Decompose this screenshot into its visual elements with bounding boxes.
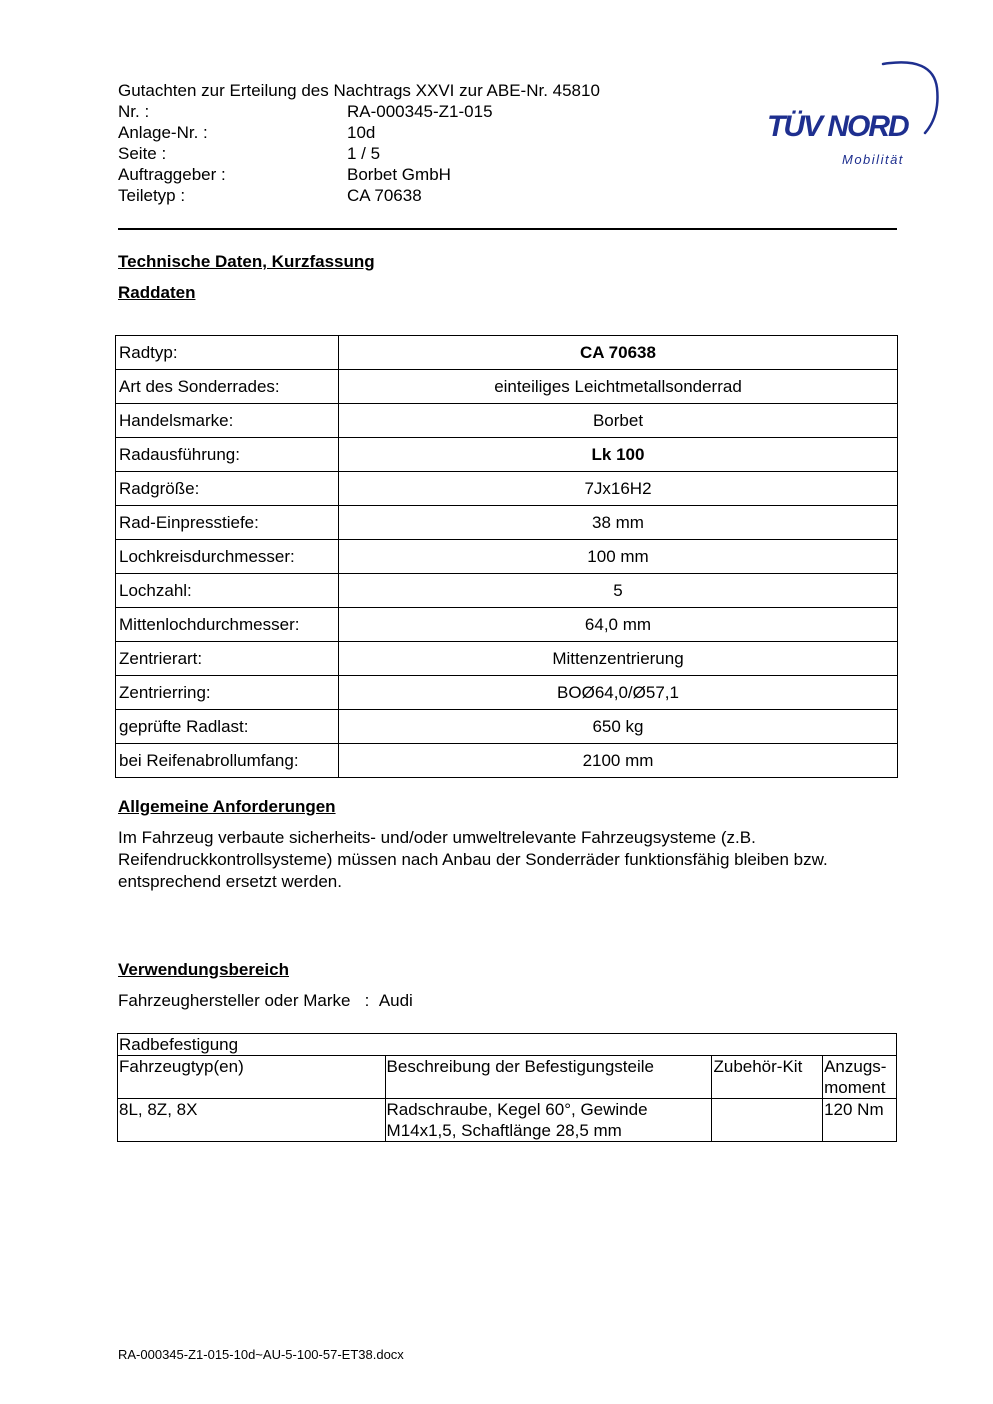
row-value: 2100 mm: [339, 744, 898, 778]
usage-label: Fahrzeughersteller oder Marke: [118, 991, 351, 1010]
row-value: 5: [339, 574, 898, 608]
row-label: Zentrierring:: [116, 676, 339, 710]
table-cell: 120 Nm: [823, 1099, 897, 1142]
header-label: Anlage-Nr. :: [118, 123, 208, 142]
usage-value: Audi: [378, 991, 413, 1010]
row-value: BOØ64,0/Ø57,1: [339, 676, 898, 710]
row-value: 650 kg: [339, 710, 898, 744]
header-label: Auftraggeber :: [118, 165, 226, 184]
footer-filename: RA-000345-Z1-015-10d~AU-5-100-57-ET38.docx: [118, 1347, 404, 1362]
table-row: [116, 336, 898, 370]
section-heading-tech: Technische Daten, Kurzfassung: [118, 252, 375, 271]
table-row: [116, 574, 898, 608]
table-row: [116, 744, 898, 778]
row-value: 38 mm: [339, 506, 898, 540]
tuv-nord-logo-graphic: [765, 58, 940, 170]
header-label: Seite :: [118, 144, 167, 163]
row-value: Mittenzentrierung: [339, 642, 898, 676]
header-label: Teiletyp :: [118, 186, 186, 205]
table-row: [116, 404, 898, 438]
table-cell: Radschraube, Kegel 60°, Gewinde M14x1,5, Schaftlänge 28,5 mm: [385, 1099, 712, 1142]
section-heading-allgemein: Allgemeine Anforderungen: [118, 797, 336, 816]
row-value: 7Jx16H2: [339, 472, 898, 506]
document-title: Gutachten zur Erteilung des Nachtrags XXVI zur ABE-Nr. 45810: [118, 81, 600, 100]
header-label: Nr. :: [118, 102, 150, 121]
fastening-table: [117, 1033, 897, 1142]
row-label: Rad-Einpresstiefe:: [116, 506, 339, 540]
header-divider: [118, 228, 897, 230]
table-row: [116, 540, 898, 574]
row-value: Lk 100: [339, 438, 898, 472]
table-cell: 8L, 8Z, 8X: [118, 1099, 386, 1142]
row-label: Mittenlochdurchmesser:: [116, 608, 339, 642]
column-header: Fahrzeugtyp(en): [118, 1056, 386, 1099]
table-row: [116, 438, 898, 472]
row-label: Lochkreisdurchmesser:: [116, 540, 339, 574]
column-header: Anzugs- moment: [823, 1056, 897, 1099]
row-label: Radgröße:: [116, 472, 339, 506]
table-header-row: [118, 1056, 897, 1099]
row-value: einteiliges Leichtmetallsonderrad: [339, 370, 898, 404]
table-row: [116, 642, 898, 676]
row-value: 64,0 mm: [339, 608, 898, 642]
row-label: Lochzahl:: [116, 574, 339, 608]
column-header: Zubehör-Kit: [712, 1056, 823, 1099]
table-row: [118, 1099, 897, 1142]
header-row-auftraggeber: [118, 164, 451, 185]
header-row-nr: [118, 101, 493, 122]
header-row-teiletyp: [118, 185, 422, 206]
table-title-row: [118, 1034, 897, 1056]
header-value: 10d: [347, 123, 376, 142]
header-row-seite: [118, 143, 380, 164]
header-value: CA 70638: [347, 186, 422, 205]
table-row: [116, 676, 898, 710]
table-row: [116, 608, 898, 642]
column-header: Beschreibung der Befestigungsteile: [385, 1056, 712, 1099]
row-label: Radausführung:: [116, 438, 339, 472]
table-row: [116, 472, 898, 506]
row-label: bei Reifenabrollumfang:: [116, 744, 339, 778]
usage-line: [118, 991, 413, 1011]
section-heading-raddaten: Raddaten: [118, 283, 196, 302]
row-label: Zentrierart:: [116, 642, 339, 676]
wheel-data-table: [115, 335, 898, 778]
header-value: 1 / 5: [347, 144, 381, 163]
row-value: 100 mm: [339, 540, 898, 574]
row-value: CA 70638: [339, 336, 898, 370]
row-label: Art des Sonderrades:: [116, 370, 339, 404]
table-cell: [712, 1099, 823, 1142]
requirements-paragraph: Im Fahrzeug verbaute sicherheits- und/oder umweltrelevante Fahrzeugsysteme (z.B. Reifendruckkontrollsysteme) müssen nach Anbau der Sonderräder funktionsfähig bleiben bzw. entsprechend ersetzt werden.: [118, 828, 828, 891]
table-row: [116, 710, 898, 744]
logo-sub-text: Mobilität: [842, 152, 904, 167]
tuv-nord-logo: [765, 58, 940, 170]
table-row: [116, 370, 898, 404]
header-value: Borbet GmbH: [347, 165, 451, 184]
header-value: RA-000345-Z1-015: [347, 102, 493, 121]
header-row-anlage: [118, 122, 375, 143]
row-value: Borbet: [339, 404, 898, 438]
table-title: Radbefestigung: [118, 1034, 897, 1056]
logo-brand-text: TÜV NORD: [767, 110, 908, 143]
row-label: Handelsmarke:: [116, 404, 339, 438]
row-label: Radtyp:: [116, 336, 339, 370]
section-heading-verwendung: Verwendungsbereich: [118, 960, 289, 979]
row-label: geprüfte Radlast:: [116, 710, 339, 744]
table-row: [116, 506, 898, 540]
usage-separator: :: [364, 991, 370, 1010]
